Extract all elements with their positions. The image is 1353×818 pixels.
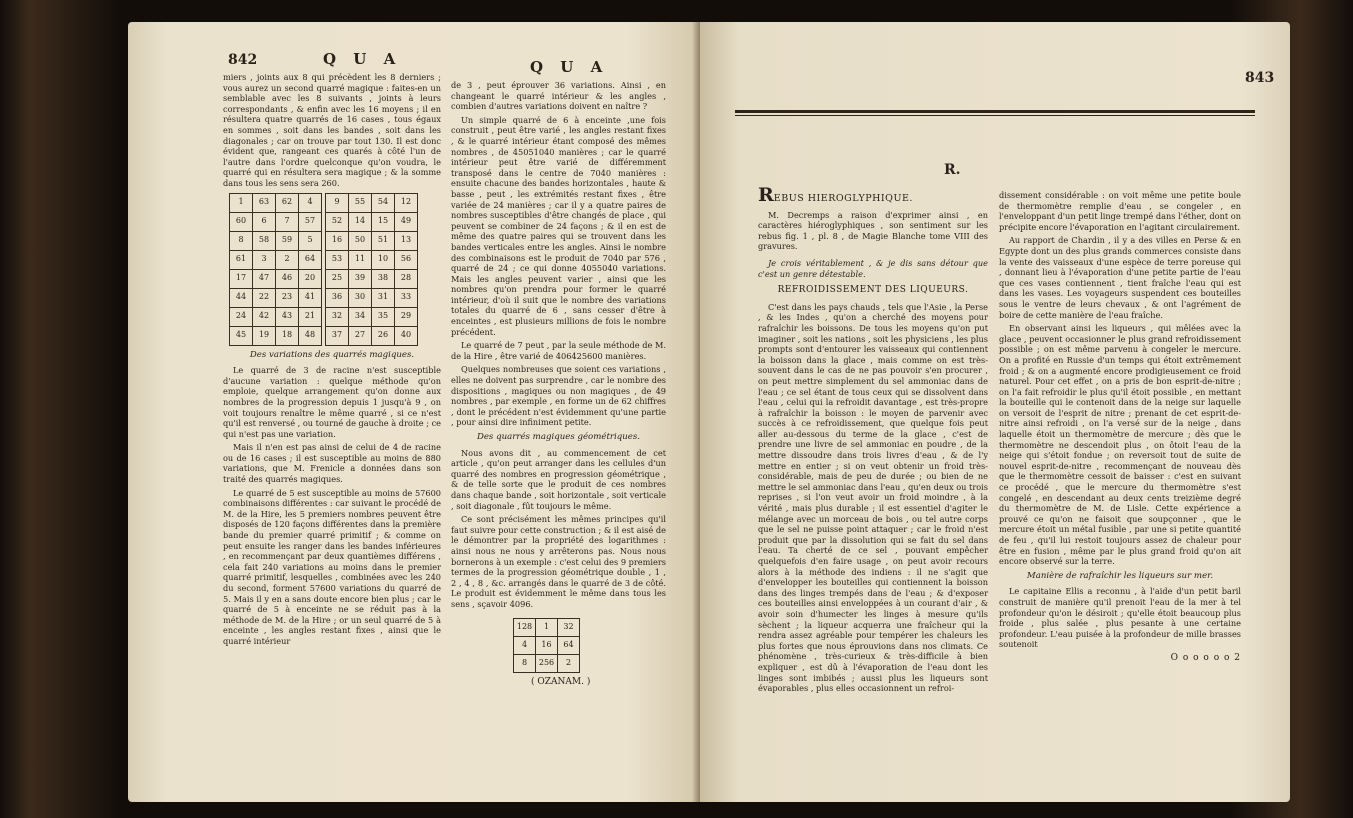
square-cell: 21 bbox=[299, 307, 322, 326]
square-row bbox=[326, 250, 418, 269]
square-row bbox=[230, 212, 322, 231]
page-number-right: 843 bbox=[1245, 70, 1275, 86]
magic-squares bbox=[229, 193, 441, 346]
section-letter: R. bbox=[944, 162, 961, 178]
paragraph: Nous avons dit , au commencement de cet article , qu'on peut arranger dans les cellules d'un quarré des nombres en progression géométrique , & de telle sorte que le produit de ces nombres dans chaque bande , soit horizontale , soit verticale , soit diagonale , fût toujours le même. bbox=[451, 447, 666, 511]
square-row bbox=[230, 326, 322, 345]
square-cell: 17 bbox=[230, 269, 253, 288]
right-column-2 bbox=[999, 190, 1241, 664]
square-cell: 16 bbox=[326, 231, 349, 250]
square-cell: 256 bbox=[536, 654, 558, 672]
square-row bbox=[230, 288, 322, 307]
geometric-square-wrap bbox=[513, 618, 666, 673]
entry-title bbox=[758, 184, 988, 206]
page-number-left: 842 bbox=[228, 52, 258, 68]
square-row bbox=[326, 288, 418, 307]
paragraph: Ce sont précisément les mêmes principes qu'il faut suivre pour cette construction ; & il est aisé de le démontrer par la propriété des logarithmes : ainsi nous ne nous y arrêterons pas. Nous nous bornerons à un exemple : c'est celui des 9 premiers termes de la progression géométrique double , 1 , 2 , 4 , 8 , &c. arrangés dans le quarré de 3 de côté. Le produit est évidemment le même dans tous les sens , sçavoir 4096. bbox=[451, 514, 666, 609]
paragraph: Le quarré de 5 est susceptible au moins de 57600 combinaisons différentes : car suivant le procédé de M. de la Hire, les 5 premiers nombres peuvent être disposés de 120 façons différentes dans la première bande du premier quarré primitif ; & comme on peut ensuite les ranger dans les bandes inférieures , en recommençant par deux quantièmes différens , cela fait 240 variations au moins dans le premier quarré primitif, lesquelles , combinées avec les 240 du second, forment 57600 variations du quarré de 5. Mais il y en a sans doute encore bien plus ; car le quarré de 5 à enceinte ne se réduit pas à la méthode de M. de la Hire ; or un seul quarré de 5 à enceinte , les angles restant fixes , ainsi que le quarré intérieur bbox=[223, 487, 441, 646]
square-cell: 13 bbox=[395, 231, 418, 250]
square-cell: 52 bbox=[326, 212, 349, 231]
square-cell: 60 bbox=[230, 212, 253, 231]
running-head-right: Q U A bbox=[530, 58, 609, 76]
square-row bbox=[326, 307, 418, 326]
square-cell: 10 bbox=[372, 250, 395, 269]
square-cell: 5 bbox=[299, 231, 322, 250]
left-column-2 bbox=[451, 80, 666, 687]
square-cell: 32 bbox=[326, 307, 349, 326]
left-column-1 bbox=[223, 72, 441, 650]
header-rule-thin bbox=[735, 115, 1255, 116]
square-cell: 4 bbox=[299, 193, 322, 212]
square-row bbox=[326, 269, 418, 288]
square-row bbox=[230, 250, 322, 269]
square-cell: 61 bbox=[230, 250, 253, 269]
square-cell: 51 bbox=[372, 231, 395, 250]
square-cell: 44 bbox=[230, 288, 253, 307]
square-cell: 64 bbox=[299, 250, 322, 269]
section-heading: Manière de rafraîchir les liqueurs sur mer. bbox=[1026, 570, 1214, 581]
square-row bbox=[230, 193, 322, 212]
square-cell: 40 bbox=[395, 326, 418, 345]
square-cell: 54 bbox=[372, 193, 395, 212]
square-cell: 38 bbox=[372, 269, 395, 288]
square-cell: 18 bbox=[276, 326, 299, 345]
square-cell: 35 bbox=[372, 307, 395, 326]
signature-mark: O o o o o o 2 bbox=[1170, 652, 1241, 663]
square-cell: 37 bbox=[326, 326, 349, 345]
square-cell: 8 bbox=[230, 231, 253, 250]
geometric-magic-square bbox=[513, 618, 580, 673]
square-row bbox=[326, 326, 418, 345]
entry-title-initial: R bbox=[758, 184, 774, 206]
square-cell: 26 bbox=[372, 326, 395, 345]
section-heading: REFROIDISSEMENT DES LIQUEURS. bbox=[777, 285, 969, 296]
square-cell: 1 bbox=[230, 193, 253, 212]
paragraph: miers , joints aux 8 qui précèdent les 8 derniers ; vous aurez un second quarré magique : faites-en un semblable avec les 8 suivants , joints à leurs correspondants , & enfin avec les 16 moyens ; il en résultera quatre quarrés de 16 cases , tous égaux en sommes , soit dans les bandes , soit dans les diagonales ; car on trouve par tout 130. Il est donc évident que, rangeant ces quarés à côté l'un de l'autre dans l'ordre quelconque qu'on voudra, le quarré qui en résultera sera magique ; & la somme dans tous les sens sera 260. bbox=[223, 72, 441, 188]
square-row bbox=[326, 193, 418, 212]
square-cell: 39 bbox=[349, 269, 372, 288]
square-cell: 58 bbox=[253, 231, 276, 250]
square-cell: 43 bbox=[276, 307, 299, 326]
square-cell: 46 bbox=[276, 269, 299, 288]
square-cell: 36 bbox=[326, 288, 349, 307]
square-cell: 62 bbox=[276, 193, 299, 212]
square-cell: 53 bbox=[326, 250, 349, 269]
paragraph: C'est dans les pays chauds , tels que l'Asie , la Perse , & les Indes , qu'on a cherché des moyens pour rafraîchir les boissons. De tous les moyens qu'on put imaginer , soit les nations , soit les physiciens , les plus prompts sont d'entourer les vaisseaux qui contiennent la boisson dans la glace , mais comme on est très-souvent dans le cas de ne pas pouvoir s'en procurer , on peut mettre simplement du sel ammoniac dans de l'eau ; ce sel étant de tous ceux qui se dissolvent dans l'eau , celui qui la refroidit davantage , est très-propre à rafraîchir la boisson : le moyen de parvenir avec succès à ce refroidissement, que quelque fois peut aller au-dessous du terme de la glace , c'est de prendre une livre de sel ammoniac en poudre , de la mettre dissoudre dans trois livres d'eau , & de l'y mettre en entier ; si on veut obtenir un froid très-considérable, mais de peu de durée ; ou bien de ne mettre le sel ammoniac dans l'eau , qu'en deux ou trois reprises , si l'on veut avoir un froid moindre , à la vérité , mais plus durable ; il est essentiel d'agiter le mélange avec un morceau de bois , ou tel autre corps que le sel ne puisse point attaquer ; car le froid n'est produit que par la dissolution qui se fait du sel dans l'eau. Ta cherté de ce sel , pouvant empêcher quelquefois d'en faire usage , on peut avoir recours alors à la méthode des indiens : il ne s'agit que d'envelopper les bouteilles qui contiennent la boisson dans des linges trempés dans de l'eau ; & d'exposer ces bouteilles ainsi enveloppées à un courant d'air , & avoir soin d'humecter les linges à mesure qu'ils sèchent ; la liqueur acquerra une fraîcheur qui la rendra assez agréable pour tempérer les chaleurs les plus fortes que nous éprouvions dans nos climats. Ce phénomène , très-curieux & très-difficile à bien expliquer , est dû à l'évaporation de l'eau dont les linges sont imbibés ; aussi plus les liqueurs sont évaporables , plus elles occasionnent un refroi- bbox=[758, 301, 988, 694]
paragraph: En observant ainsi les liqueurs , qui mêlées avec la glace , peuvent occasionner le plus grand refroidissement possible ; on est même parvenu à congeler le mercure. On a profité en Russie d'un temps qui étoit extrêmement froid ; & on a augmenté encore prodigieusement ce froid naturel. Pour cet effet , on a pris de bon esprit-de-nitre ; on l'a fait refroidir le plus qu'il étoit possible , en mettant la bouteille qui le contenoit dans de la neige sur laquelle on versoit de l'esprit de nitre ; prenant de cet esprit-de-nitre ainsi refroidi , on l'a versé sur de la neige , dans laquelle étoit un thermomètre de mercure ; dès que le thermomètre ne descendoit plus , on ôtoit l'eau de la neige qui s'étoit fondue ; on reversoit tout de suite de nouvel esprit-de-nitre , recommençant de nouveau dès que le thermomètre cessoit de baisser : c'est en suivant ce procédé , que le mercure du thermomètre s'est congelé , en descendant au deux cents treizième degré du thermomètre de M. de Lisle. Cette expérience a prouvé ce qu'on ne faisoit que soupçonner , que le mercure étoit un métal fusible , par une si petite quantité de feu , qu'il lui restoit toujours assez de chaleur pour être en fusion , même par le plus grand froid qu'on ait encore observé sur la terre. bbox=[999, 323, 1241, 567]
square-cell: 27 bbox=[349, 326, 372, 345]
squares-caption: Des variations des quarrés magiques. bbox=[249, 349, 415, 360]
square-cell: 41 bbox=[299, 288, 322, 307]
square-cell: 56 bbox=[395, 250, 418, 269]
square-cell: 32 bbox=[558, 618, 580, 636]
square-cell: 34 bbox=[349, 307, 372, 326]
running-head-left: Q U A bbox=[323, 50, 402, 68]
square-cell: 16 bbox=[536, 636, 558, 654]
right-page bbox=[700, 22, 1290, 802]
square-cell: 3 bbox=[253, 250, 276, 269]
square-cell: 14 bbox=[349, 212, 372, 231]
square-cell: 1 bbox=[536, 618, 558, 636]
left-page bbox=[128, 22, 700, 802]
square-cell: 6 bbox=[253, 212, 276, 231]
square-cell: 19 bbox=[253, 326, 276, 345]
square-row bbox=[514, 618, 580, 636]
magic-square-b bbox=[325, 193, 418, 346]
square-cell: 48 bbox=[299, 326, 322, 345]
entry-title-rest: EBUS HIEROGLYPHIQUE. bbox=[773, 193, 913, 204]
paragraph: Quelques nombreuses que soient ces variations , elles ne doivent pas surprendre , car le nombre des dispositions , magiques ou non magiques , de 49 nombres , par exemple , en forme un de 62 chiffres , dont le précédent n'est évidemment qu'une partie , pour ainsi dire infiniment petite. bbox=[451, 364, 666, 428]
square-row bbox=[230, 231, 322, 250]
square-cell: 15 bbox=[372, 212, 395, 231]
square-cell: 42 bbox=[253, 307, 276, 326]
square-cell: 128 bbox=[514, 618, 536, 636]
square-cell: 20 bbox=[299, 269, 322, 288]
square-cell: 45 bbox=[230, 326, 253, 345]
square-cell: 2 bbox=[276, 250, 299, 269]
square-cell: 4 bbox=[514, 636, 536, 654]
square-cell: 50 bbox=[349, 231, 372, 250]
square-cell: 31 bbox=[372, 288, 395, 307]
square-cell: 11 bbox=[349, 250, 372, 269]
magic-square-a bbox=[229, 193, 322, 346]
paragraph: Au rapport de Chardin , il y a des villes en Perse & en Egypte dont un des plus grands commerces consiste dans la vente des vaisseaux d'une espèce de terre poreuse qui , donnant lieu à l'évaporation d'une petite partie de l'eau que ces vases contiennent , tient fraîche l'eau qui est dans les vases. Les voyageurs suspendent ces bouteilles sous le ventre de leurs chevaux , & ont l'agrément de boire de cette manière de l'eau fraîche. bbox=[999, 235, 1241, 320]
square-cell: 63 bbox=[253, 193, 276, 212]
square-cell: 8 bbox=[514, 654, 536, 672]
square-row bbox=[230, 269, 322, 288]
paragraph: dissement considérable : on voit même une petite boule de thermomètre remplie d'eau , se congeler , en l'enveloppant d'un petit linge trempé dans l'éther, dont on précipite encore l'évaporation en l'agitant circulairement. bbox=[999, 190, 1241, 232]
paragraph: Le quarré de 3 de racine n'est susceptible d'aucune variation : quelque méthode qu'on emploie, quelque arrangement qu'on donne aux nombres de la progression depuis 1 jusqu'à 9 , on voit toujours renaître le même quarré , si ce n'est qu'il est renversé , ou tourné de gauche à droite ; ce qui n'est pas une variation. bbox=[223, 365, 441, 439]
square-cell: 64 bbox=[558, 636, 580, 654]
square-cell: 49 bbox=[395, 212, 418, 231]
square-cell: 55 bbox=[349, 193, 372, 212]
square-cell: 29 bbox=[395, 307, 418, 326]
square-cell: 59 bbox=[276, 231, 299, 250]
paragraph: de 3 , peut éprouver 36 variations. Ainsi , en changeant le quarré intérieur & les angles , combien d'autres variations doivent en naître ? bbox=[451, 80, 666, 112]
square-cell: 28 bbox=[395, 269, 418, 288]
square-cell: 33 bbox=[395, 288, 418, 307]
header-rule bbox=[735, 110, 1255, 113]
square-row bbox=[326, 212, 418, 231]
square-row bbox=[230, 307, 322, 326]
section-heading: Des quarrés magiques géométriques. bbox=[476, 432, 641, 442]
square-cell: 7 bbox=[276, 212, 299, 231]
paragraph: Le capitaine Ellis a reconnu , à l'aide d'un petit baril construit de manière qu'il prenoit l'eau de la mer à tel profondeur qu'on le désiroit ; qu'elle étoit beaucoup plus froide , plus salée , plus pesante à une certaine profondeur. L'eau puisée à la profondeur de mille brasses soutenoit bbox=[999, 586, 1241, 650]
square-cell: 9 bbox=[326, 193, 349, 212]
square-cell: 47 bbox=[253, 269, 276, 288]
square-cell: 30 bbox=[349, 288, 372, 307]
quote: Je crois véritablement , & je dis sans détour que c'est un genre détestable. bbox=[758, 257, 988, 279]
square-row bbox=[514, 636, 580, 654]
square-cell: 2 bbox=[558, 654, 580, 672]
square-cell: 57 bbox=[299, 212, 322, 231]
square-cell: 25 bbox=[326, 269, 349, 288]
paragraph: Un simple quarré de 6 à enceinte ,une fois construit , peut être varié , les angles restant fixes , & le quarré intérieur étant composé des mêmes nombres , de 45051040 manières ; car le quarré intérieur peut être varié de différemment transposé dans le centre de 7040 manières : ensuite chacune des bandes horizontales , haute & basse , peut , les extrémités restant fixes , être variée de 24 manières ; car il y a quatre paires de nombres susceptibles d'être changés de place , qui peuvent se combiner de 24 façons ; & il en est de même des quatre paires qui se trouvent dans les bandes verticales entre les angles. Ainsi le nombre des combinaisons est le produit de 7040 par 576 , quarré de 24 ; ce qui donne 4055040 variations. Mais les angles peuvent varier , ainsi que les nombres qu'on prendra pour former le quarré intérieur, d'où il suit que le nombre des variations totales du quarré de 6 , sans cesser d'être à enceintes , est plusieurs millions de fois le nombre précédent. bbox=[451, 114, 666, 337]
square-row bbox=[514, 654, 580, 672]
paragraph: Le quarré de 7 peut , par la seule méthode de M. de la Hire , être varié de 406425600 manières. bbox=[451, 340, 666, 361]
square-row bbox=[326, 231, 418, 250]
square-cell: 23 bbox=[276, 288, 299, 307]
square-cell: 24 bbox=[230, 307, 253, 326]
square-cell: 12 bbox=[395, 193, 418, 212]
paragraph: M. Decremps a raison d'exprimer ainsi , en caractères hiéroglyphiques , son sentiment sur les rebus fig. 1 , pl. 8 , de Magie Blanche tome VIII des gravures. bbox=[758, 209, 988, 252]
right-column-1 bbox=[758, 184, 988, 697]
paragraph: Mais il n'en est pas ainsi de celui de 4 de racine ou de 16 cases ; il est susceptible au moins de 880 variations, que M. Frenicle a données dans son traité des quarrés magiques. bbox=[223, 442, 441, 485]
square-cell: 22 bbox=[253, 288, 276, 307]
author-signature: ( OZANAM. ) bbox=[531, 676, 591, 687]
